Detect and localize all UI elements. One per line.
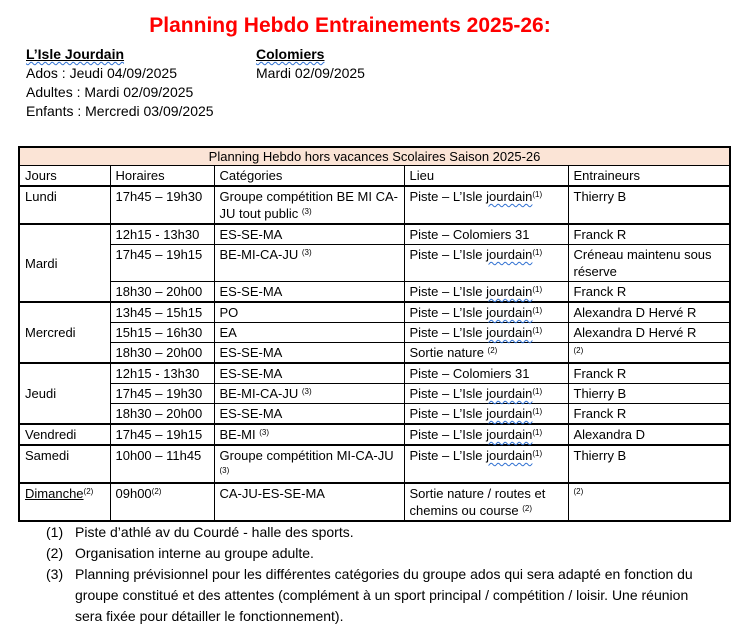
- table-row: [19, 483, 730, 521]
- footnote-item: (3) Planning prévisionnel pour les différentes catégories du groupe ados qui sera adapté en fonction du groupe constitué et des attentes (complément à un sport principal / compétition / loisir. Une réunion sera fixée pour détailler le fonctionnement).: [46, 566, 693, 624]
- location-town: jourdain: [486, 247, 533, 262]
- category-cell: [214, 363, 404, 384]
- location-town: jourdain: [486, 448, 533, 463]
- coach-text: Thierry B: [573, 386, 627, 401]
- footnote-item: (2) Organisation interne au groupe adulte.: [46, 545, 314, 561]
- location-text: Piste – Colomiers 31: [409, 227, 530, 242]
- location-text: Piste – L’Isle: [409, 247, 487, 262]
- day-footnote-ref: (2): [83, 487, 94, 496]
- category-footnote-ref: (3): [301, 248, 312, 257]
- table-row: [19, 424, 730, 445]
- category-cell: [214, 404, 404, 425]
- time-text: 17h45 – 19h15: [115, 247, 203, 262]
- category-text: EA: [219, 325, 237, 340]
- time-cell: [110, 404, 214, 425]
- location-text: Piste – L’Isle: [409, 448, 487, 463]
- time-text: 09h00: [115, 486, 152, 501]
- time-text: 18h30 – 20h00: [115, 284, 203, 299]
- time-cell: [110, 245, 214, 282]
- location-text: Piste – L’Isle: [409, 386, 487, 401]
- location-town: jourdain: [486, 427, 533, 442]
- table-row: [19, 186, 730, 224]
- day-label: Vendredi: [25, 427, 77, 442]
- location-cell: [404, 483, 568, 521]
- category-cell: [214, 245, 404, 282]
- coach-text: Franck R: [573, 406, 627, 421]
- time-cell: [110, 282, 214, 303]
- coach-text: Franck R: [573, 284, 627, 299]
- category-text: CA-JU-ES-SE-MA: [219, 486, 325, 501]
- time-cell: [110, 445, 214, 483]
- category-footnote-ref: (3): [301, 207, 312, 216]
- time-cell: [110, 384, 214, 404]
- day-label: Jeudi: [25, 386, 57, 401]
- category-text: ES-SE-MA: [219, 345, 283, 360]
- left-block: [26, 45, 214, 121]
- category-footnote-ref: (3): [259, 428, 270, 437]
- right-heading: Colomiers: [256, 46, 325, 62]
- day-label: Mardi: [25, 255, 58, 271]
- location-text: Piste – L’Isle: [409, 406, 487, 421]
- location-text: Piste – L’Isle: [409, 284, 487, 299]
- coach-cell: [568, 445, 730, 483]
- time-cell: [110, 224, 214, 245]
- day-cell: [19, 424, 110, 445]
- time-text: 12h15 - 13h30: [115, 227, 200, 242]
- time-text: 12h15 - 13h30: [115, 366, 200, 381]
- location-cell: [404, 302, 568, 323]
- left-line: Enfants : Mercredi 03/09/2025: [26, 103, 214, 119]
- category-cell: [214, 445, 404, 483]
- location-town: jourdain: [486, 284, 533, 299]
- location-footnote-ref: (1): [532, 248, 543, 257]
- coach-cell: [568, 343, 730, 364]
- location-text: Piste – L’Isle: [409, 189, 487, 204]
- location-text: Piste – L’Isle: [409, 305, 487, 320]
- category-cell: [214, 186, 404, 224]
- location-text: Piste – L’Isle: [409, 427, 487, 442]
- header-lieu: Lieu: [404, 166, 568, 187]
- schedule-table: [18, 146, 731, 522]
- day-label: Dimanche: [25, 486, 84, 501]
- location-town: jourdain: [486, 406, 533, 421]
- time-text: 18h30 – 20h00: [115, 406, 203, 421]
- time-text: 18h30 – 20h00: [115, 345, 203, 360]
- location-text: Sortie nature / routes et chemins ou course: [409, 486, 546, 518]
- coach-cell: [568, 245, 730, 282]
- right-line: Mardi 02/09/2025: [256, 65, 365, 81]
- location-cell: [404, 224, 568, 245]
- coach-cell: [568, 363, 730, 384]
- left-line: Ados : Jeudi 04/09/2025: [26, 65, 178, 81]
- location-footnote-ref: (1): [532, 326, 543, 335]
- coach-text: Alexandra D: [573, 427, 646, 442]
- location-cell: [404, 282, 568, 303]
- location-town: jourdain: [486, 305, 533, 320]
- location-footnote-ref: (1): [532, 407, 543, 416]
- table-row: [19, 445, 730, 483]
- location-text: Piste – L’Isle: [409, 325, 487, 340]
- location-town: jourdain: [486, 386, 533, 401]
- category-text: BE-MI-CA-JU: [219, 247, 299, 262]
- coach-footnote-ref: (2): [573, 346, 584, 355]
- category-text: BE-MI-CA-JU: [219, 386, 302, 401]
- day-cell: [19, 186, 110, 224]
- day-cell: [19, 363, 110, 424]
- coach-cell: [568, 224, 730, 245]
- category-text: Groupe compétition MI-CA-JU: [219, 448, 394, 463]
- right-block: [256, 45, 365, 83]
- time-text: 15h15 – 16h30: [115, 325, 203, 340]
- day-cell: [19, 302, 110, 363]
- location-cell: [404, 245, 568, 282]
- time-text: 17h45 – 19h30: [115, 386, 203, 401]
- time-cell: [110, 343, 214, 364]
- time-cell: [110, 483, 214, 521]
- table-header-row: [19, 166, 730, 187]
- table-row: [19, 302, 730, 323]
- table-row: [19, 245, 730, 282]
- location-cell: [404, 186, 568, 224]
- location-text: Sortie nature: [409, 345, 488, 360]
- location-cell: [404, 343, 568, 364]
- coach-text: Alexandra D Hervé R: [573, 325, 697, 340]
- location-footnote-ref: (1): [532, 428, 543, 437]
- location-cell: [404, 323, 568, 343]
- time-cell: [110, 363, 214, 384]
- header-entraineurs: Entraineurs: [568, 166, 730, 187]
- time-cell: [110, 424, 214, 445]
- table-row: [19, 384, 730, 404]
- coach-text: Thierry B: [573, 448, 627, 463]
- location-footnote-ref: (2): [522, 504, 533, 513]
- day-label: Mercredi: [25, 325, 76, 340]
- table-row: [19, 282, 730, 303]
- coach-text: Franck R: [573, 227, 627, 242]
- footnotes: [46, 522, 706, 627]
- location-town: jourdain: [486, 325, 533, 340]
- day-cell: [19, 224, 110, 302]
- table-banner-row: [19, 147, 730, 166]
- location-footnote-ref: (1): [532, 306, 543, 315]
- day-cell: [19, 445, 110, 483]
- day-label: Samedi: [25, 448, 70, 463]
- table-row: [19, 224, 730, 245]
- category-cell: [214, 343, 404, 364]
- category-text: Groupe compétition BE MI CA-JU tout public: [219, 189, 398, 221]
- location-cell: [404, 445, 568, 483]
- category-text: BE-MI: [219, 427, 260, 442]
- category-text: ES-SE-MA: [219, 284, 283, 299]
- table-row: [19, 343, 730, 364]
- table-banner: Planning Hebdo hors vacances Scolaires Saison 2025-26: [19, 147, 730, 166]
- coach-cell: [568, 323, 730, 343]
- category-cell: [214, 302, 404, 323]
- coach-cell: [568, 483, 730, 521]
- time-cell: [110, 186, 214, 224]
- coach-cell: [568, 282, 730, 303]
- header-horaires: Horaires: [110, 166, 214, 187]
- coach-text: Franck R: [573, 366, 627, 381]
- category-text: ES-SE-MA: [219, 406, 283, 421]
- location-cell: [404, 404, 568, 425]
- location-cell: [404, 424, 568, 445]
- coach-cell: [568, 424, 730, 445]
- coach-footnote-ref: (2): [573, 487, 584, 496]
- category-cell: [214, 282, 404, 303]
- location-cell: [404, 363, 568, 384]
- category-cell: [214, 323, 404, 343]
- category-cell: [214, 384, 404, 404]
- category-cell: [214, 424, 404, 445]
- coach-cell: [568, 404, 730, 425]
- day-label: Lundi: [25, 189, 57, 204]
- location-cell: [404, 384, 568, 404]
- day-cell: [19, 483, 110, 521]
- time-text: 13h45 – 15h15: [115, 305, 203, 320]
- time-text: 17h45 – 19h15: [115, 427, 203, 442]
- footnote-item: (1) Piste d’athlé av du Courdé - halle des sports.: [46, 524, 354, 540]
- left-heading: L’Isle Jourdain: [26, 46, 125, 62]
- left-line: Adultes : Mardi 02/09/2025: [26, 84, 194, 100]
- category-footnote-ref: (3): [301, 387, 312, 396]
- time-cell: [110, 323, 214, 343]
- time-cell: [110, 302, 214, 323]
- location-footnote-ref: (1): [532, 449, 543, 458]
- page-title: Planning Hebdo Entrainements 2025-26:: [149, 14, 551, 37]
- time-footnote-ref: (2): [151, 487, 162, 496]
- header-jours: Jours: [19, 166, 110, 187]
- category-cell: [214, 224, 404, 245]
- location-text: Piste – Colomiers 31: [409, 366, 530, 381]
- location-town: jourdain: [486, 189, 533, 204]
- location-footnote-ref: (2): [487, 346, 498, 355]
- location-footnote-ref: (1): [532, 285, 543, 294]
- category-text: ES-SE-MA: [219, 227, 283, 242]
- table-row: [19, 323, 730, 343]
- table-row: [19, 363, 730, 384]
- category-text: ES-SE-MA: [219, 366, 283, 381]
- time-text: 10h00 – 11h45: [115, 448, 202, 463]
- coach-text: Alexandra D Hervé R: [573, 305, 697, 320]
- coach-cell: [568, 186, 730, 224]
- category-text: PO: [219, 305, 239, 320]
- table-row: [19, 404, 730, 425]
- coach-text: Créneau maintenu sous réserve: [573, 247, 712, 279]
- header-categories: Catégories: [214, 166, 404, 187]
- coach-cell: [568, 384, 730, 404]
- coach-text: Thierry B: [573, 189, 627, 204]
- location-footnote-ref: (1): [532, 387, 543, 396]
- category-cell: [214, 483, 404, 521]
- category-footnote-ref: (3): [219, 466, 230, 475]
- coach-cell: [568, 302, 730, 323]
- time-text: 17h45 – 19h30: [115, 189, 203, 204]
- location-footnote-ref: (1): [532, 190, 543, 199]
